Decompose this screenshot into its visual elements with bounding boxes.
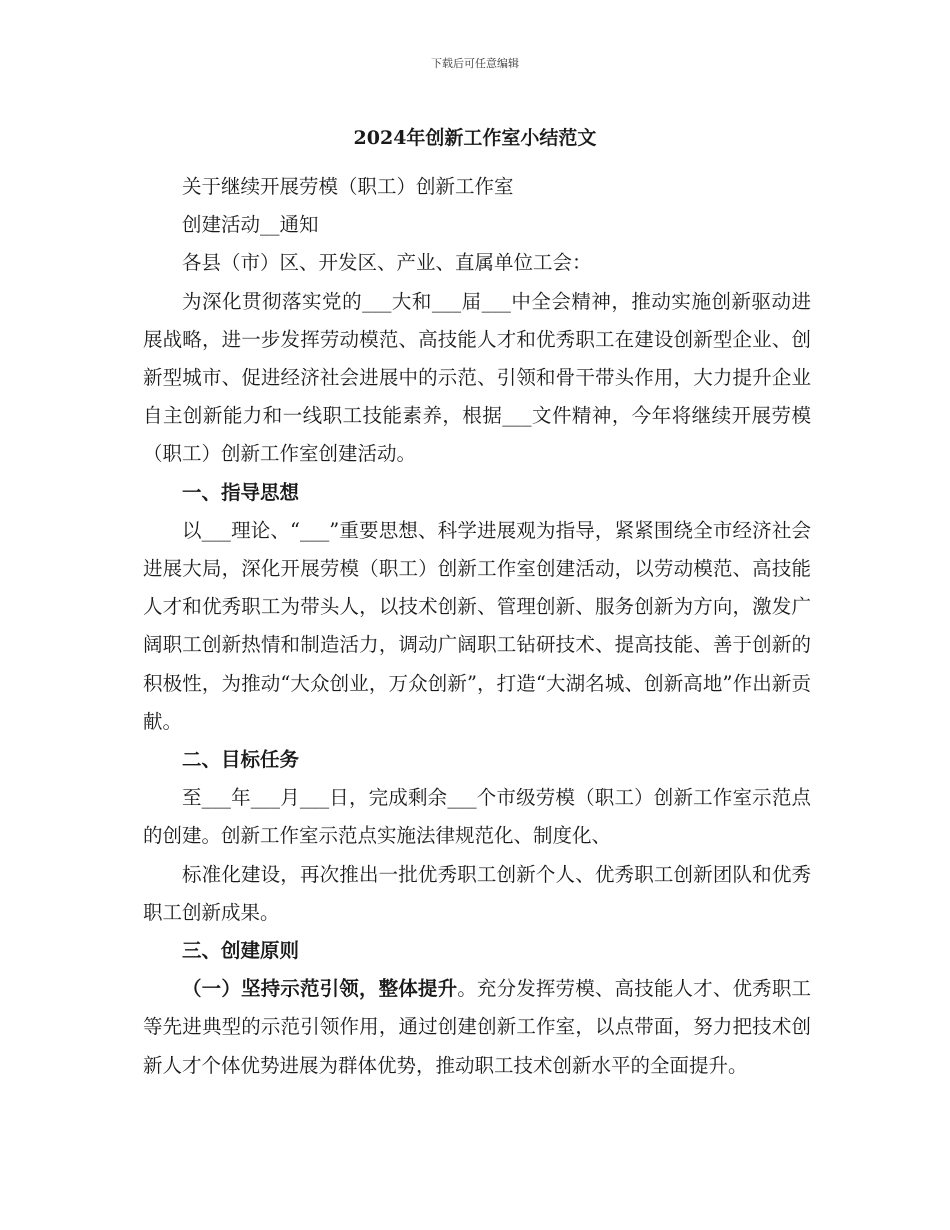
addressee-line: 各县（市）区、开发区、产业、直属单位工会： <box>182 251 592 275</box>
notice-title-line-2: 创建活动__通知 <box>182 213 319 237</box>
principle-1-paragraph <box>143 970 811 1085</box>
header-note: 下载后可任意编辑 <box>431 57 519 70</box>
principle-1-lead: （一）坚持示范引领，整体提升 <box>182 977 458 1001</box>
section-heading-principles: 三、创建原则 <box>182 939 300 963</box>
principle-1-text: 。充分发挥劳模、高技能人才、优秀职工等先进典型的示范引领作用，通过创建创新工作室，以点带面，努力把技术创新人才个体优势进展为群体优势，推动职工技术创新水平的全面提升。 <box>143 977 811 1077</box>
goals-paragraph-2: 标准化建设，再次推出一批优秀职工创新个人、优秀职工创新团队和优秀职工创新成果。 <box>143 862 811 924</box>
goals-paragraph-1: 至___年___月___日，完成剩余___个市级劳模（职工）创新工作室示范点的创建。创新工作室示范点实施法律规范化、制度化、 <box>143 786 811 848</box>
document-title: 2024年创新工作室小结范文 <box>353 127 597 149</box>
notice-title-line-1: 关于继续开展劳模（职工）创新工作室 <box>182 175 514 198</box>
section-heading-goals: 二、目标任务 <box>182 748 300 772</box>
document-body <box>143 168 811 1085</box>
guiding-thought-paragraph: 以___理论、“___”重要思想、科学进展观为指导，紧紧围绕全市经济社会进展大局，深化开展劳模（职工）创新工作室创建活动，以劳动模范、高技能人才和优秀职工为带头人，以技术创新、管理创新、服务创新为方向，激发广阔职工创新热情和制造活力，调动广阔职工钻研技术、提高技能、善于创新的积极性，为推动“大众创业，万众创新”，打造“大湖名城、创新高地”作出新贡献。 <box>143 518 811 733</box>
intro-paragraph: 为深化贯彻落实党的___大和___届___中全会精神，推动实施创新驱动进展战略，进一步发挥劳动模范、高技能人才和优秀职工在建设创新型企业、创新型城市、促进经济社会进展中的示范、引领和骨干带头作用，大力提升企业自主创新能力和一线职工技能素养，根据___文件精神，今年将继续开展劳模（职工）创新工作室创建活动。 <box>143 289 811 466</box>
section-heading-guiding-thought: 一、指导思想 <box>182 480 300 504</box>
